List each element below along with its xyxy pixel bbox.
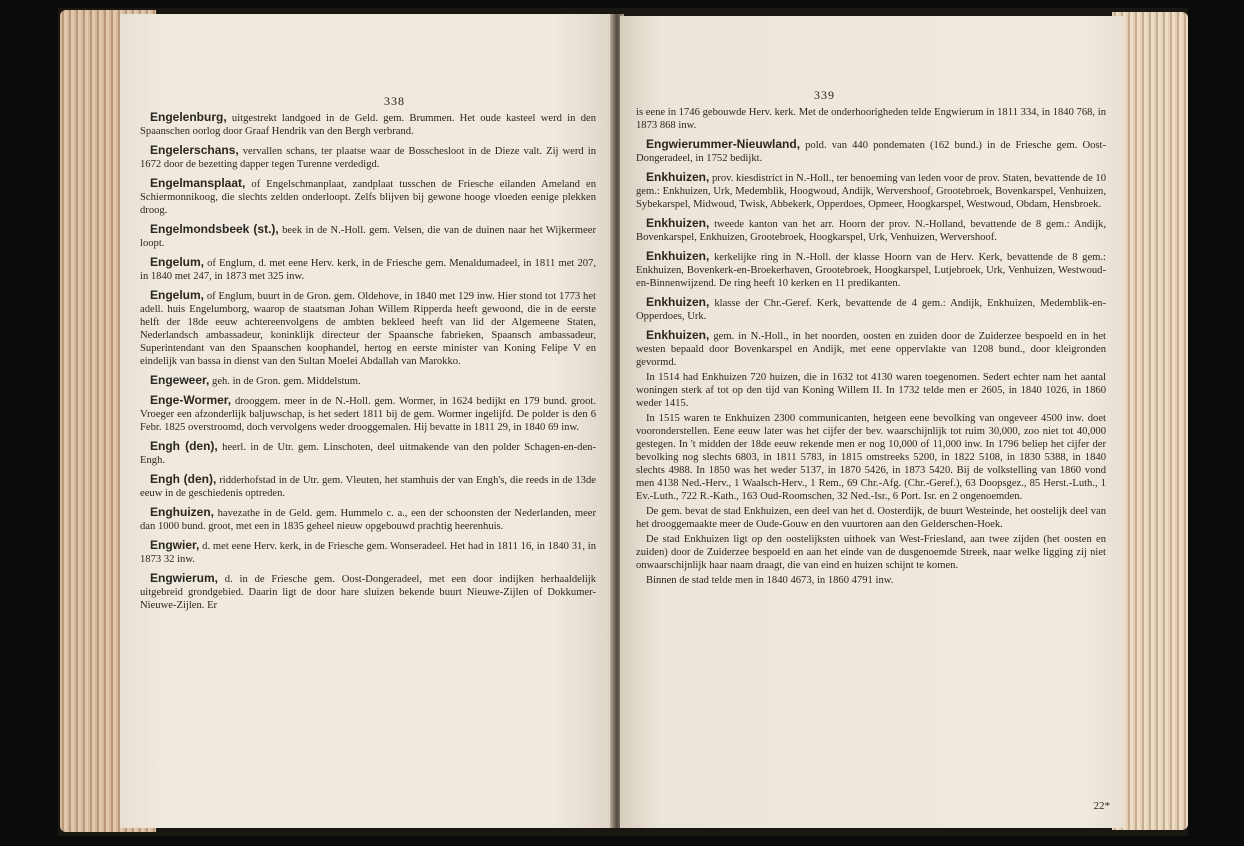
paragraph: Binnen de stad telde men in 1840 4673, in 1860 4791 inw.: [646, 575, 894, 586]
paragraph: In 1514 had Enkhuizen 720 huizen, die in 1632 tot 4130 waren toegenomen. Sedert echter nam het aantal woningen sterk af tot op den tijd van Koning Willem II. In 1732 telde men er 2605, in 1840 1026, in 1860 weder 1415.: [636, 372, 1106, 409]
headword: Engeweer,: [150, 373, 210, 387]
headword: Enkhuizen,: [646, 249, 710, 263]
entry: [140, 539, 596, 566]
entry: [140, 506, 596, 533]
headword: Engelum,: [150, 288, 205, 302]
headword: Engelenburg,: [150, 110, 227, 124]
right-page-text: [636, 106, 1106, 589]
entry: [140, 473, 596, 500]
entry: [140, 111, 596, 138]
headword: Engwierummer-Nieuwland,: [646, 137, 801, 151]
entry-body: of Engelschmanplaat, zandplaat tusschen de Friesche eilanden Ameland en Schiermonnikoog, die slechts zelden onderloopt. Zelfs blijven bij gewone hooge vloeden eenige plekken droog.: [140, 179, 596, 216]
signature-mark: 22*: [1093, 800, 1110, 812]
entry: [140, 177, 596, 217]
entry-body: ridderhofstad in de Utr. gem. Vleuten, het stamhuis der van Engh's, die reeds in de 13de eeuw in de geschiedenis optreden.: [140, 475, 596, 499]
headword: Enkhuizen,: [646, 216, 710, 230]
paragraph: De stad Enkhuizen ligt op den oostelijksten uithoek van West-Friesland, aan twee zijden (het oosten en zuiden) door de Zuiderzee bespoeld en aan het einde van de dusgenoemde Streek, naar welke ligging zij niet onwaarschijnlijk haar naam draagt, die van eind en huizen schijnt te komen.: [636, 534, 1106, 571]
left-page: [120, 14, 614, 828]
entry-body: gem. in N.-Holl., in het noorden, oosten en zuiden door de Zuiderzee bespoeld en in het westen bepaald door Bovenkarspel en Andijk, met eene oppervlakte van 1208 bund., door kleigronden gevormd.: [636, 331, 1106, 368]
headword: Enkhuizen,: [646, 170, 710, 184]
entry-body: heerl. in de Utr. gem. Linschoten, deel uitmakende van den polder Schagen-en-den-Engh.: [140, 442, 596, 466]
entry: [636, 171, 1106, 211]
headword: Engh (den),: [150, 472, 217, 486]
headword: Engh (den),: [150, 439, 218, 453]
entry: [636, 250, 1106, 290]
entry-body: of Englum, buurt in de Gron. gem. Oldehove, in 1840 met 129 inw. Hier stond tot 1773 het adell. huis Engelumborg, waarop de staatsman Johan Willem Ripperda heeft gewoond, die in de eerste helft der 18de eeuw achtereenvolgens de ambten bekleed heeft van lid der Algemeene Staten, Nederlandsch ambassadeur, koninklijk directeur der Spaansche fabrieken, Spaansch ambassadeur, Superintendant van den Spaanschen koophandel, hertog en eerste minister van Koning Felipe V en eindelijk van bassa in dienst van den Sultan Moelei Abdallah van Marokko.: [140, 291, 596, 367]
entry: [636, 296, 1106, 323]
entry-body: klasse der Chr.-Geref. Kerk, bevattende de 4 gem.: Andijk, Enkhuizen, Medemblik-en-Opperdoes, Urk.: [636, 298, 1106, 322]
entry-body: prov. kiesdistrict in N.-Holl., ter benoeming van leden voor de prov. Staten, bevattende de 10 gem.: Enkhuizen, Urk, Medemblik, Hoogwoud, Andijk, Wervershoof, Grootebroek, Bovenkarspel, Venhuizen, Sybekarspel, Midwoud, Twisk, Abbekerk, Opperdoes, Opmeer, Hoogkarspel, Westwoud, Obdam, Hensbroek.: [636, 173, 1107, 210]
headword: Enghuizen,: [150, 505, 214, 519]
page-number: 339: [814, 88, 835, 102]
headword: Enkhuizen,: [646, 295, 710, 309]
headword: Engelmondsbeek (st.),: [150, 222, 279, 236]
entry: [140, 256, 596, 283]
entry-body: drooggem. meer in de N.-Holl. gem. Wormer, in 1624 bedijkt en 179 bund. groot. Vroeger een afzonderlijk baljuwschap, is het sedert 1811 bij de gem. Wormer ingelijfd. De polder is den 6 Febr. 1825 overstroomd, doch vervolgens weder drooggemalen. Hij bevatte in 1811 29, in 1840 69 inw.: [140, 396, 596, 433]
headword: Enge-Wormer,: [150, 393, 232, 407]
entry-body: vervallen schans, ter plaatse waar de Bosschesloot in de Dieze valt. Zij werd in 1672 door de bezetting dapper tegen Turenne verdedigd.: [140, 146, 596, 170]
entry: [140, 223, 596, 250]
entry: [140, 289, 596, 368]
entry: [140, 374, 596, 388]
entry: [636, 217, 1106, 244]
entry-body: of Englum, d. met eene Herv. kerk, in de Friesche gem. Menaldumadeel, in 1811 met 207, in 1840 met 247, in 1873 met 325 inw.: [140, 258, 596, 282]
headword: Engwier,: [150, 538, 200, 552]
paragraph: In 1515 waren te Enkhuizen 2300 communicanten, hetgeen eene bevolking van ongeveer 4500 inw. doet vooronderstellen. Eene eeuw later was het cijfer der bev. waarschijnlijk tot ruim 30,000, zoo niet tot 40,000 gestegen. In 't midden der 18de eeuw rekende men er nog 10,000 of 11,000 inw. In 1796 beliep het cijfer der bevolking nog slechts 6803, in 1811 5783, in 1815 omstreeks 5200, in 1822 5108, in 1830 5388, in 1840 slechts 4988. In 1850 was het weder 5137, in 1870 5426, in 1873 5420. Bij de volkstelling van 1860 vond men 4138 Ned.-Herv., 1 Waalsch-Herv., 1 Rem., 69 Chr.-Afg. (Chr.-Geref.), 63 Doopsgez., 85 Herst.-Luth., 1 Ev.-Luth., 722 R.-Kath., 163 Oud-Roomschen, 32 Ned.-Isr., 6 Port. Isr. en 2 ongenoemden.: [636, 413, 1106, 502]
entry-body: d. met eene Herv. kerk, in de Friesche gem. Wonseradeel. Het had in 1811 16, in 1840 31, in 1873 32 inw.: [140, 541, 596, 565]
entry: [140, 394, 596, 434]
headword: Enkhuizen,: [646, 328, 710, 342]
entry-body: havezathe in de Geld. gem. Hummelo c. a., een der schoonsten der Nederlanden, meer dan 1000 bund. groot, met een in 1835 geheel nieuw opgebouwd prachtig heerenhuis.: [140, 508, 596, 532]
entry-body: beek in de N.-Holl. gem. Velsen, die van de duinen naar het Wijkermeer loopt.: [140, 225, 596, 249]
headword: Engelerschans,: [150, 143, 239, 157]
headword: Engelmansplaat,: [150, 176, 246, 190]
entry-body: d. in de Friesche gem. Oost-Dongeradeel, met een door indijken herhaaldelijk uitgebreid grondgebied. Daarin ligt de door hare sluizen bekende buurt Nieuwe-Zijlen of Dokkumer-Nieuwe-Zijlen. Er: [140, 574, 596, 611]
entry: [636, 138, 1106, 165]
entry: [636, 329, 1106, 369]
entry-body: geh. in de Gron. gem. Middelstum.: [209, 376, 361, 387]
entry-body: kerkelijke ring in N.-Holl. der klasse Hoorn van de Herv. Kerk, bevattende de 8 gem.: Enkhuizen, Bovenkerk-en-Broekerhaven, Grootebroek, Hoogkarspel, Lutjebroek, Urk, Venhuizen, Westwoud-en-Binnenwijzend. De ring heeft 10 kerken en 11 predikanten.: [636, 252, 1106, 289]
entry-body: uitgestrekt landgoed in de Geld. gem. Brummen. Het oude kasteel werd in den Spaanschen oorlog door Graaf Hendrik van den Bergh verbrand.: [140, 113, 596, 137]
right-page: [620, 16, 1124, 828]
entry: [140, 144, 596, 171]
headword: Engelum,: [150, 255, 205, 269]
entry-body: tweede kanton van het arr. Hoorn der prov. N.-Holland, bevattende de 8 gem.: Andijk, Bovenkarspel, Enkhuizen, Grootebroek, Hoogkarspel, Urk, Venhuizen, Wervershoof.: [636, 219, 1106, 243]
page-number: 338: [384, 94, 405, 108]
entry: [140, 572, 596, 612]
headword: Engwierum,: [150, 571, 219, 585]
paragraph: De gem. bevat de stad Enkhuizen, een deel van het d. Oosterdijk, de buurt Westeinde, het oostelijk deel van het drooggemaakte meer de Oude-Gouw en den vuurtoren aan den Gelderschen-Hoek.: [636, 506, 1106, 530]
left-page-text: [140, 111, 596, 618]
entry-body: pold. van 440 pondematen (162 bund.) in de Friesche gem. Oost-Dongeradeel, in 1752 bedijkt.: [636, 140, 1106, 164]
continuation-text: is eene in 1746 gebouwde Herv. kerk. Met de onderhoorigheden telde Engwierum in 1811 334, in 1840 768, in 1873 868 inw.: [636, 107, 1106, 131]
entry: [140, 440, 596, 467]
